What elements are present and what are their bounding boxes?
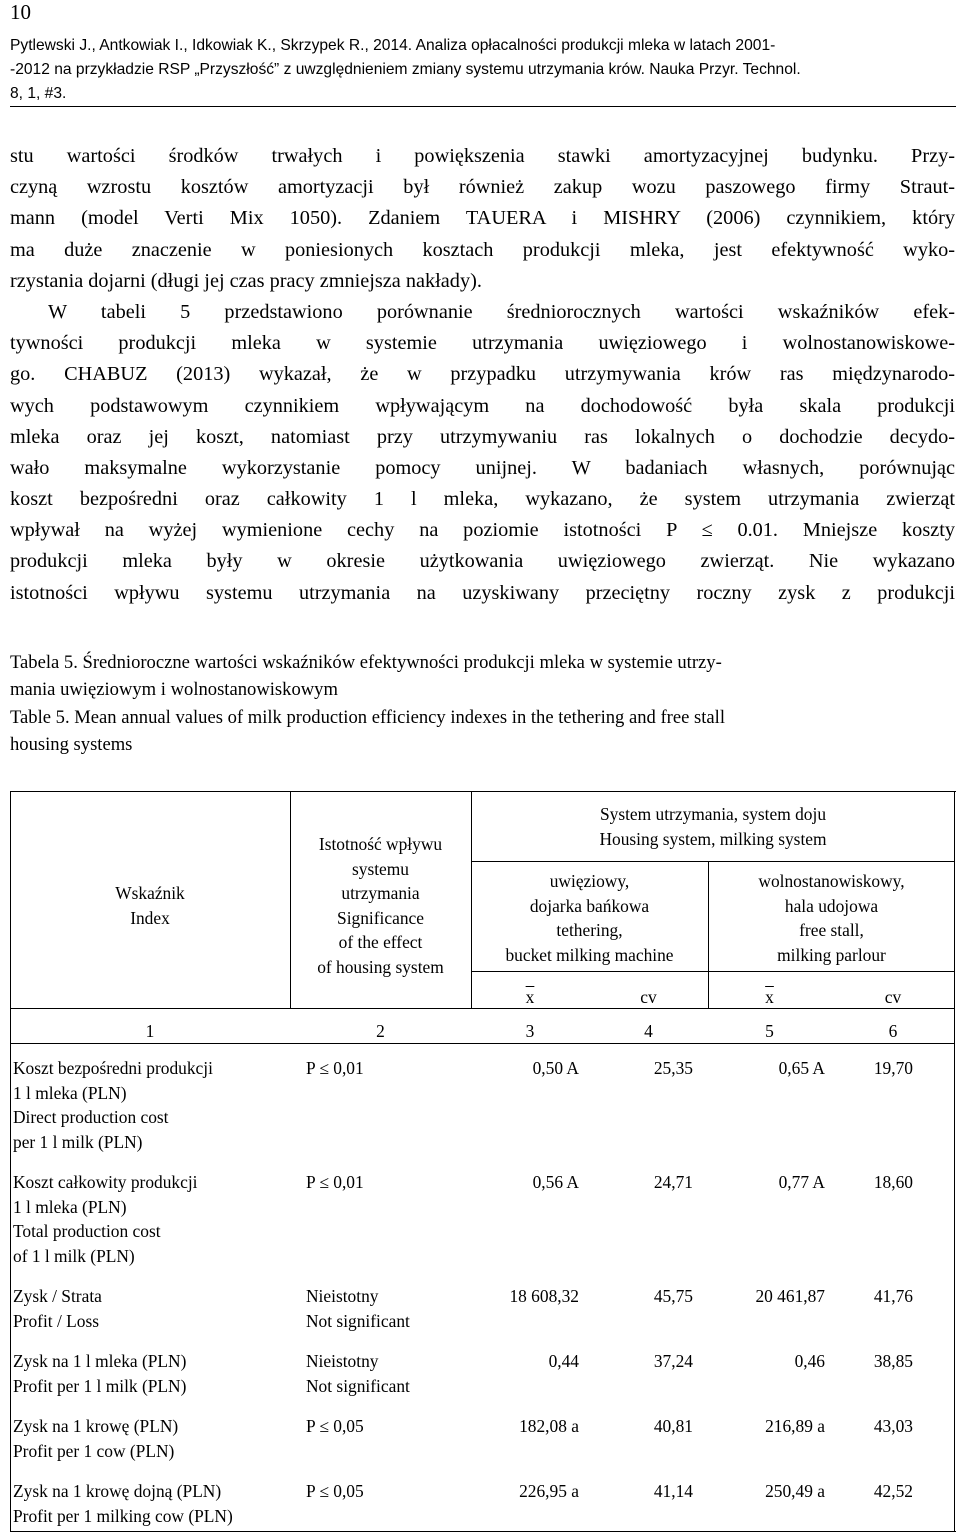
row-label-line: Zysk / Strata [13,1286,102,1306]
row-significance-line: Not significant [306,1375,410,1396]
significance-header [290,832,471,979]
free-stall-header-line: wolnostanowiskowy, [758,871,905,891]
body-line: wało maksymalne wykorzystanie pomocy unijnej. W badaniach własnych, porównując [10,456,955,479]
system-header-en: Housing system, milking system [599,828,827,849]
body-line: stu wartości środków trwałych i powiększenia stawki amortyzacyjnej budynku. Przy- [10,145,955,167]
row-label-line: Zysk na 1 krowę (PLN) [13,1416,179,1436]
row-cv-tethering: 41,14 [653,1481,693,1501]
table-hline [471,861,955,862]
mean-header-free-stall: $\overline{x}$ [765,987,774,1007]
row-significance [306,1349,410,1398]
free-stall-header-line: hala udojowa [784,895,879,916]
row-mean-free-stall: 0,65 A [778,1058,825,1078]
body-line: tywności produkcji mleka w systemie utrzymania uwięziowego i wolnostanowiskowe- [10,332,955,355]
row-cv-free-stall: 19,70 [873,1058,913,1078]
row-cv-tethering: 37,24 [653,1351,693,1371]
table-row-label [13,1284,102,1333]
row-mean-tethering: 182,08 a [519,1416,579,1436]
citation-line: Pytlewski J., Antkowiak I., Idkowiak K., Skrzypek R., 2014. Analiza opłacalności produkcji mleka w latach 2001- [10,37,776,54]
row-mean-tethering: 18 608,32 [509,1286,579,1306]
row-significance: P ≤ 0,01 [306,1172,364,1192]
row-cv-tethering: 24,71 [653,1172,693,1192]
column-number: 1 [145,1021,155,1041]
significance-header-line: utrzymania [341,883,420,903]
significance-header-line: Significance [337,907,424,928]
row-mean-tethering: 0,44 [548,1351,579,1371]
row-mean-free-stall: 216,89 a [765,1416,825,1436]
index-header-pl: Wskaźnik [115,883,185,903]
significance-header-line: systemu [351,858,409,879]
free-stall-header-line: milking parlour [777,944,886,965]
column-number: 4 [644,1021,653,1041]
row-cv-tethering: 25,35 [653,1058,693,1078]
column-number: 2 [376,1021,385,1041]
row-label-line: Profit per 1 milking cow (PLN) [13,1505,233,1526]
body-line: rzystania dojarni (długi jej czas pracy zmniejsza nakłady). [10,269,482,292]
column-number: 5 [765,1021,774,1041]
row-label-line: Profit per 1 cow (PLN) [13,1440,175,1461]
page-number: 10 [10,0,31,24]
row-significance-line: Not significant [306,1310,410,1331]
significance-header-line: of housing system [317,956,444,977]
table-row-label [13,1349,186,1398]
tethering-header-line: uwięziowy, [549,871,630,891]
row-mean-free-stall: 0,77 A [778,1172,825,1192]
body-line: produkcji mleka były w okresie użytkowania uwięziowego zwierząt. Nie wykazano [10,550,955,573]
tethering-header [471,869,708,967]
tethering-header-line: tethering, [556,920,623,940]
row-label-line: per 1 l milk (PLN) [13,1131,143,1152]
citation-header [10,34,955,106]
row-significance: P ≤ 0,05 [306,1481,364,1501]
row-mean-free-stall: 250,49 a [765,1481,825,1501]
cv-header-free-stall: cv [884,987,902,1007]
row-label-line: Zysk na 1 l mleka (PLN) [13,1351,187,1371]
cv-header-tethering: cv [640,987,657,1007]
index-header [10,881,290,930]
caption-line: housing systems [10,733,133,755]
row-mean-free-stall: 0,46 [794,1351,825,1371]
free-stall-header [708,869,955,967]
row-significance: P ≤ 0,05 [306,1416,364,1436]
column-number: 3 [525,1021,535,1041]
row-mean-tethering: 0,50 A [532,1058,579,1078]
row-label-line: Koszt całkowity produkcji [13,1172,198,1192]
table-border-top [10,791,956,792]
results-table [10,791,956,1533]
body-paragraphs [10,141,955,609]
body-line: go. CHABUZ (2013) wykazał, że w przypadku utrzymywania krów ras międzynarodo- [10,363,955,386]
table-border-bottom [10,1531,956,1532]
row-significance [306,1284,410,1333]
header-rule [10,106,956,107]
row-cv-tethering: 40,81 [653,1416,693,1436]
body-line: koszt bezpośredni oraz całkowity 1 l mleka, wykazano, że system utrzymania zwierząt [10,488,955,511]
body-line: mann (model Verti Mix 1050). Zdaniem TAUERA i MISHRY (2006) czynnikiem, który [10,207,955,230]
caption-line: Table 5. Mean annual values of milk production efficiency indexes in the tethering and free stall [10,706,726,728]
significance-header-line: Istotność wpływu [318,834,443,854]
row-cv-free-stall: 41,76 [873,1286,913,1306]
row-label-line: Total production cost [13,1221,161,1241]
body-line: ma duże znaczenie w poniesionych kosztach produkcji mleka, jest efektywność wyko- [10,238,955,261]
table-caption [10,649,955,758]
row-label-line: 1 l mleka (PLN) [13,1196,127,1217]
row-significance-line: Nieistotny [306,1351,379,1371]
row-cv-free-stall: 42,52 [873,1481,913,1501]
row-cv-tethering: 45,75 [653,1286,693,1306]
citation-line: -2012 na przykładzie RSP „Przyszłość” z uwzględnieniem zmiany systemu utrzymania krów. Nauka Przyr. Technol. [10,61,801,78]
row-label-line: Koszt bezpośredni produkcji [13,1058,213,1078]
system-header [471,802,955,851]
row-mean-tethering: 226,95 a [519,1481,579,1501]
table-row-label [13,1056,213,1154]
row-mean-tethering: 0,56 A [532,1172,579,1192]
row-cv-free-stall: 38,85 [873,1351,913,1371]
body-line: istotności wpływu systemu utrzymania na uzyskiwany przeciętny roczny zysk z produkcji [10,581,955,604]
mean-header-tethering: $\overline{x}$ [525,987,535,1007]
tethering-header-line: dojarka bańkowa [529,895,650,916]
row-cv-free-stall: 43,03 [873,1416,913,1436]
row-label-line: Zysk na 1 krowę dojną (PLN) [13,1481,222,1501]
citation-line: 8, 1, #3. [10,85,67,102]
table-row-label [13,1414,178,1463]
body-line: wych podstawowym czynnikiem wpływającym na dochodowość była skala produkcji [10,394,955,417]
row-label-line: of 1 l milk (PLN) [13,1245,135,1266]
table-row-label [13,1170,198,1268]
row-significance-line: Nieistotny [306,1286,379,1306]
index-header-en: Index [130,907,170,928]
row-label-line: 1 l mleka (PLN) [13,1082,127,1103]
row-label-line: Profit / Loss [13,1310,99,1331]
row-significance: P ≤ 0,01 [306,1058,364,1078]
body-line: czyną wzrostu kosztów amortyzacji był również zakup wozu paszowego firmy Straut- [10,176,955,199]
row-label-line: Direct production cost [13,1107,169,1127]
significance-header-line: of the effect [338,932,423,952]
body-line: wpływał na wyżej wymienione cechy na poziomie istotności P ≤ 0.01. Mniejsze koszty [10,519,955,542]
table-hline [471,971,955,972]
tethering-header-line: bucket milking machine [505,944,674,965]
body-line: mleka oraz jej koszt, natomiast przy utrzymywaniu ras lokalnych o dochodzie decydo- [10,425,955,448]
system-header-pl: System utrzymania, system doju [599,804,827,824]
row-mean-free-stall: 20 461,87 [755,1286,825,1306]
column-number: 6 [888,1021,898,1041]
caption-line: mania uwięziowym i wolnostanowiskowym [10,679,338,701]
caption-line: Tabela 5. Średnioroczne wartości wskaźników efektywności produkcji mleka w systemie utrzy- [10,652,722,673]
body-line: W tabeli 5 przedstawiono porównanie średniorocznych wartości wskaźników efek- [48,300,955,323]
table-row-label [13,1479,233,1528]
free-stall-header-line: free stall, [799,920,864,940]
row-cv-free-stall: 18,60 [873,1172,913,1192]
row-label-line: Profit per 1 l milk (PLN) [13,1375,187,1396]
